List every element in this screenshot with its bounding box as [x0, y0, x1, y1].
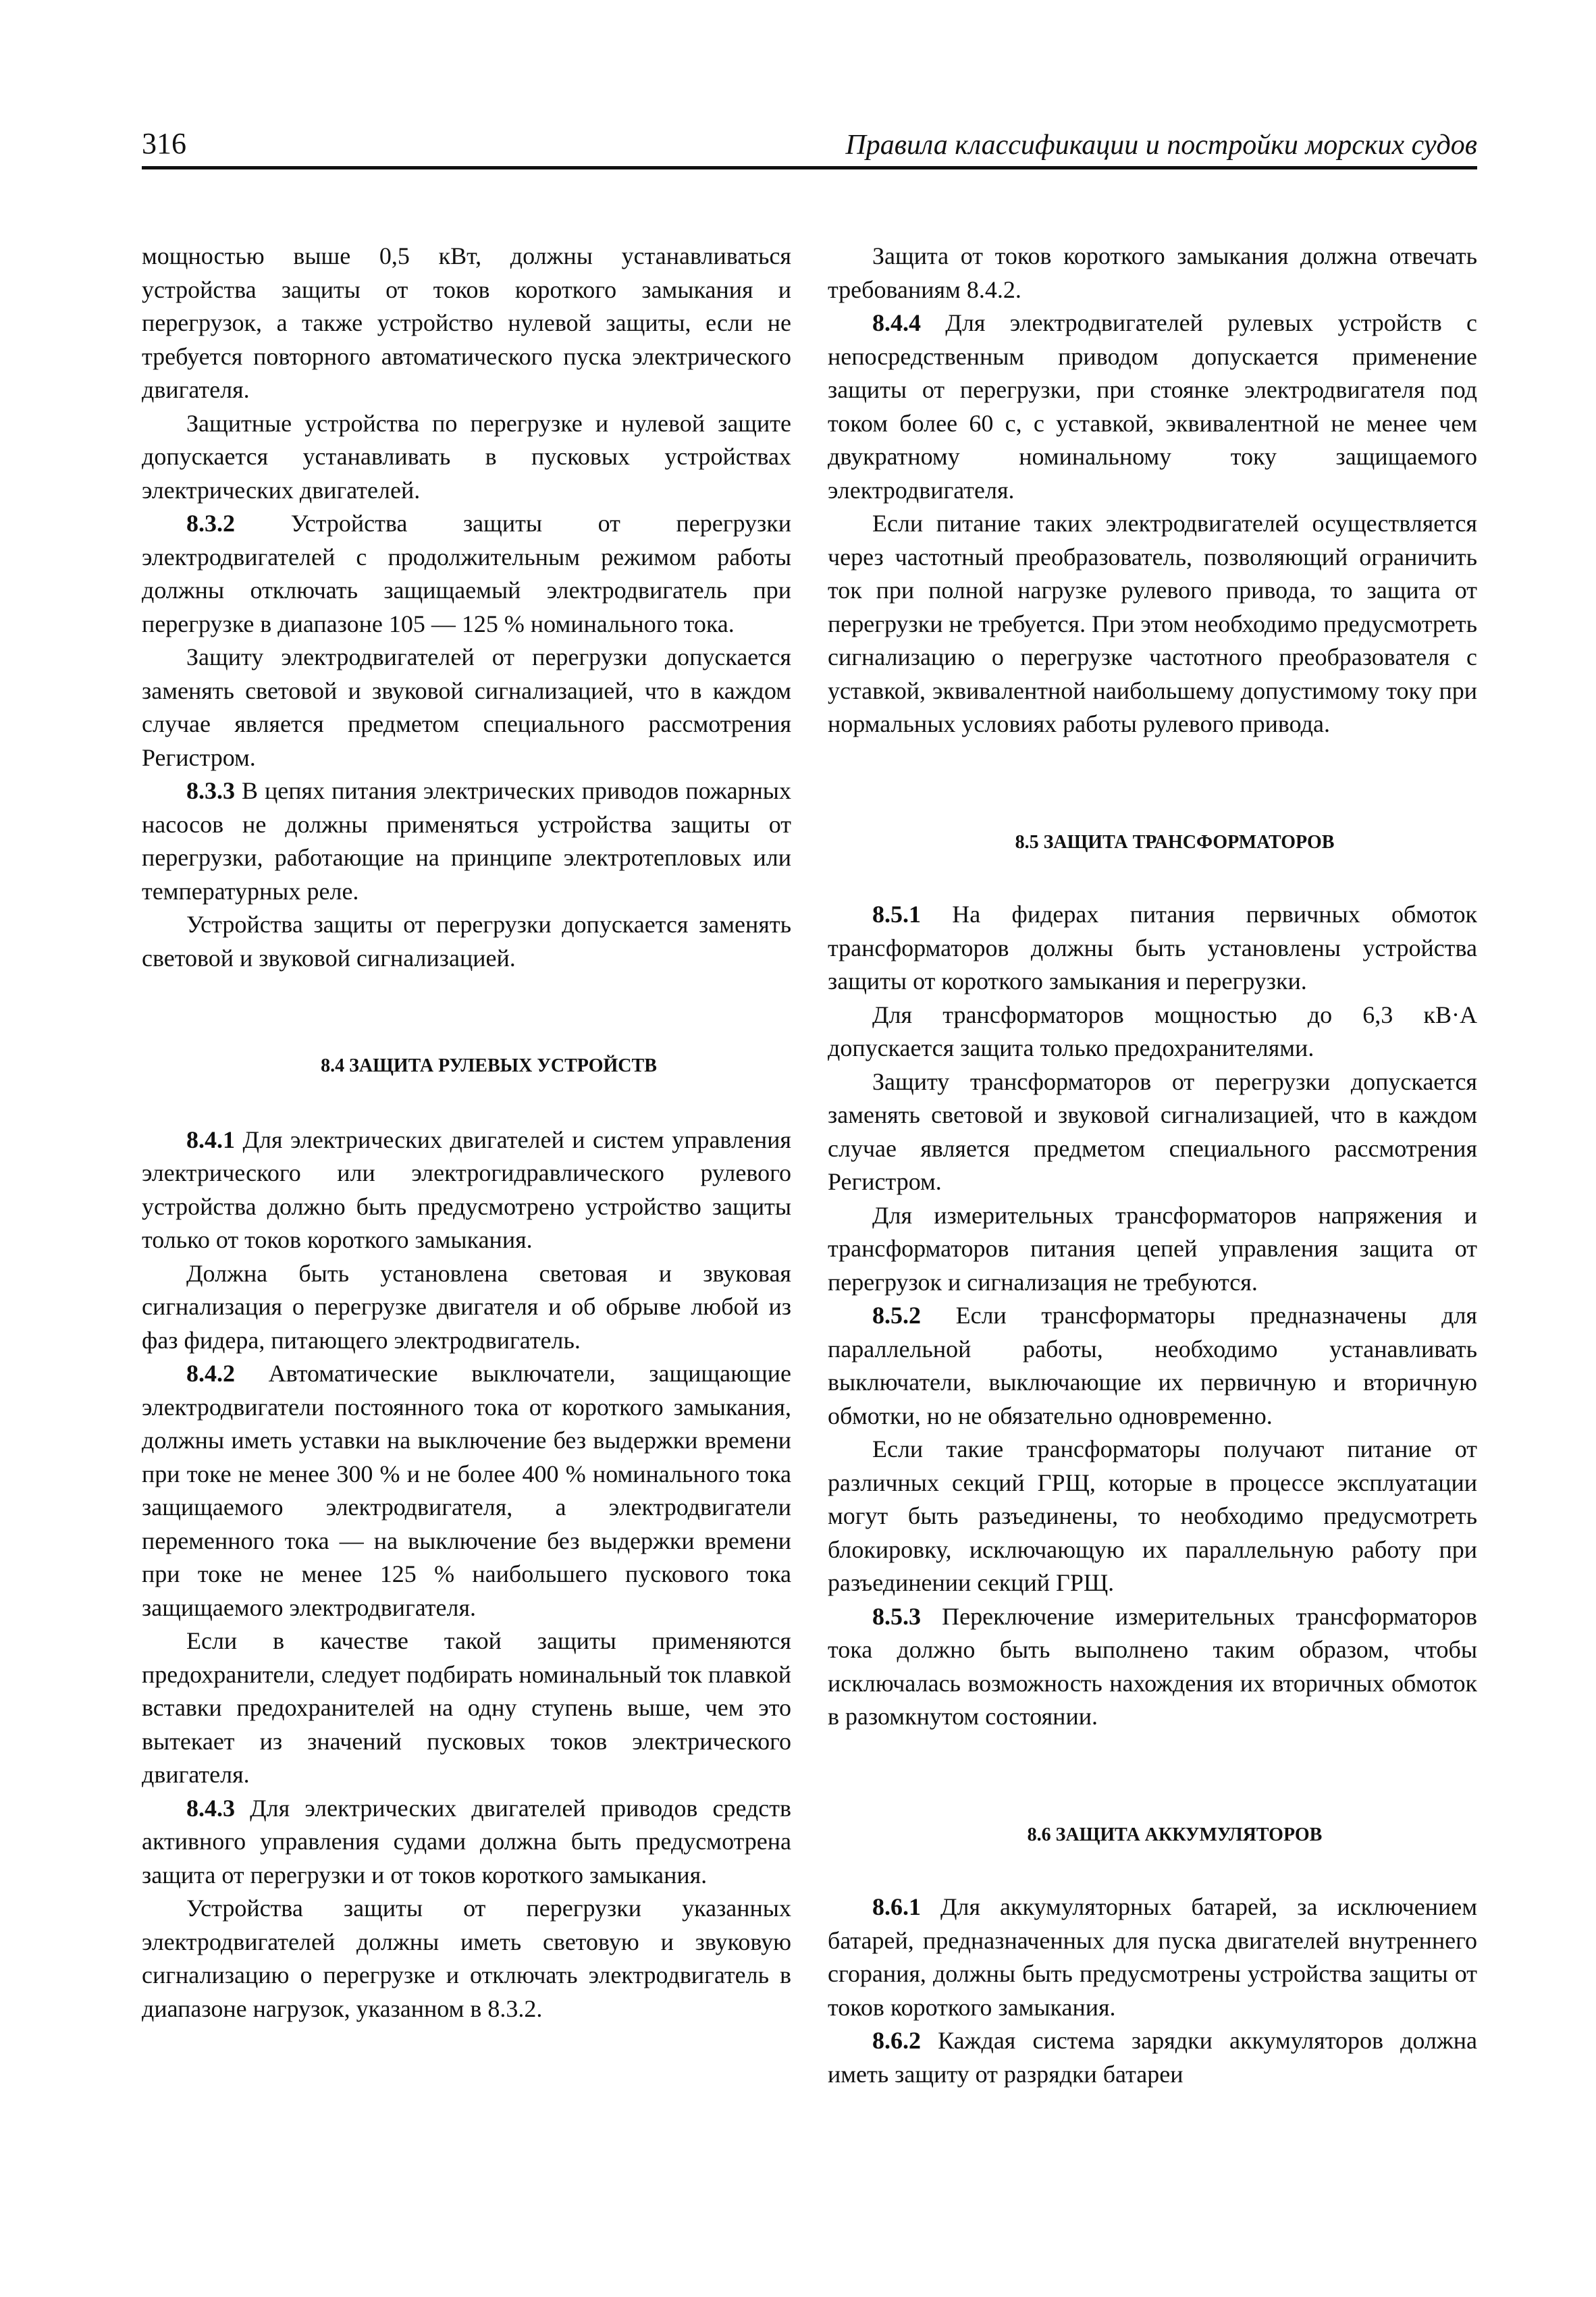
- clause-text: Каждая система зарядки аккумуляторов должна иметь защиту от разрядки батареи: [828, 2027, 1477, 2088]
- left-column: [142, 240, 791, 2026]
- paragraph: Если в качестве такой защиты применяются предохранители, следует подбирать номинальный ток плавкой вставки предохранителей на одну ступень выше, чем это вытекает из значений пусковых токов электрического двигателя.: [142, 1627, 791, 1788]
- clause-text: Для электрических двигателей приводов средств активного управления судами должна быть предусмотрена защита от перегрузки и от токов короткого замыкания.: [142, 1794, 791, 1889]
- clause-text: На фидерах питания первичных обмоток трансформаторов должны быть установлены устройства защиты от короткого замыкания и перегрузки.: [828, 901, 1477, 995]
- paragraph: Должна быть установлена световая и звуковая сигнализация о перегрузке двигателя и об обрыве любой из фаз фидера, питающего электродвигатель.: [142, 1259, 791, 1354]
- paragraph: Для трансформаторов мощностью до 6,3 кВ·А допускается защита только предохранителями.: [828, 1001, 1477, 1061]
- spacer: [828, 859, 1477, 898]
- clause-8-4-3: [142, 1792, 791, 1893]
- paragraph: Устройства защиты от перегрузки допускается заменять световой и звуковой сигнализацией.: [142, 911, 791, 972]
- clause-text: Для электрических двигателей и систем управления электрического или электрогидравлического рулевого устройства должно быть предусмотрено устройство защиты только от токов короткого замыкания.: [142, 1126, 791, 1253]
- clause-text: Автоматические выключатели, защищающие электродвигатели постоянного тока от короткого замыкания, должны иметь уставки на выключение без выдержки времени при токе не менее 300 % и не более 400 % номинального тока защищаемого электродвигателя, а электродвигатели переменного тока — на выключение без выдержки времени при токе не менее 125 % наибольшего пускового тока защищаемого электродвигателя.: [142, 1360, 791, 1621]
- clause-number: 8.3.3: [186, 777, 235, 804]
- clause-number: 8.5.3: [872, 1602, 921, 1630]
- page-number: 316: [142, 127, 186, 160]
- spacer: [828, 1851, 1477, 1891]
- clause-number: 8.5.1: [872, 901, 921, 928]
- clause-8-5-2: [828, 1299, 1477, 1433]
- clause-number: 8.6.2: [872, 2027, 921, 2054]
- clause-8-5-1: [828, 898, 1477, 999]
- clause-text: Для аккумуляторных батарей, за исключением батарей, предназначенных для пуска двигателей внутреннего сгорания, должны быть предусмотрены устройства защиты от токов короткого замыкания.: [828, 1893, 1477, 2021]
- clause-8-5-3: [828, 1600, 1477, 1734]
- clause-text: Для электродвигателей рулевых устройств с непосредственным приводом допускается применение защиты от перегрузки, при стоянке электродвигателя под током более 60 с, с уставкой, эквивалентной не менее чем двукратному номинальному току защищаемого электродвигателя.: [828, 309, 1477, 504]
- clause-8-3-2: [142, 507, 791, 641]
- paragraph: Устройства защиты от перегрузки указанных электродвигателей должны иметь световую и звуковую сигнализацию о перегрузке и отключать электродвигатель в диапазоне нагрузок, указанном в 8.3.2.: [142, 1895, 791, 2022]
- clause-text: В цепях питания электрических приводов пожарных насосов не должны применяться устройства защиты от перегрузки, работающие на принципе электротепловых или температурных реле.: [142, 777, 791, 905]
- clause-8-4-1: [142, 1124, 791, 1257]
- clause-number: 8.4.2: [186, 1360, 235, 1387]
- page-header: [142, 125, 1477, 172]
- clause-8-4-2: [142, 1357, 791, 1625]
- header-rule: [142, 166, 1477, 169]
- clause-8-4-4: [828, 307, 1477, 507]
- clause-8-6-2: [828, 2024, 1477, 2091]
- clause-text: Переключение измерительных трансформаторов тока должно быть выполнено таким образом, чтобы исключалась возможность нахождения их вторичных обмоток в разомкнутом состоянии.: [828, 1602, 1477, 1730]
- spacer: [142, 975, 791, 1049]
- paragraph: Защиту трансформаторов от перегрузки допускается заменять световой и звуковой сигнализацией, что в каждом случае является предметом специального рассмотрения Регистром.: [828, 1067, 1477, 1195]
- section-heading-8-4: 8.4 ЗАЩИТА РУЛЕВЫХ УСТРОЙСТВ: [321, 1055, 657, 1076]
- clause-number: 8.3.2: [186, 510, 235, 537]
- paragraph: мощностью выше 0,5 кВт, должны устанавливаться устройства защиты от токов короткого замыкания и перегрузок, а также устройство нулевой защиты, если не требуется повторного автоматического пуска электрического двигателя.: [142, 242, 791, 403]
- section-heading-8-5: 8.5 ЗАЩИТА ТРАНСФОРМАТОРОВ: [1015, 831, 1335, 853]
- paragraph: Если питание таких электродвигателей осуществляется через частотный преобразователь, позволяющий ограничить ток при полной нагрузке рулевого привода, то защита от перегрузки не требуется. При этом необходимо предусмотреть сигнализацию о перегрузке частотного преобразователя с уставкой, эквивалентной наибольшему допустимому току при нормальных условиях работы рулевого привода.: [828, 510, 1477, 737]
- paragraph: Защиту электродвигателей от перегрузки допускается заменять световой и звуковой сигнализацией, что в каждом случае является предметом специального рассмотрения Регистром.: [142, 643, 791, 771]
- clause-number: 8.4.3: [186, 1794, 235, 1822]
- spacer: [142, 1083, 791, 1124]
- spacer: [828, 1734, 1477, 1818]
- paragraph: Защитные устройства по перегрузке и нулевой защите допускается устанавливать в пусковых устройствах электрических двигателей.: [142, 409, 791, 504]
- clause-number: 8.6.1: [872, 1893, 921, 1920]
- section-heading-8-6: 8.6 ЗАЩИТА АККУМУЛЯТОРОВ: [1027, 1824, 1323, 1845]
- right-column: [828, 240, 1477, 2091]
- clause-text: Устройства защиты от перегрузки электродвигателей с продолжительным режимом работы должны отключать защищаемый электродвигатель при перегрузке в диапазоне 105 — 125 % номинального тока.: [142, 510, 791, 637]
- spacer: [828, 741, 1477, 826]
- clause-8-3-3: [142, 774, 791, 908]
- clause-text: Если трансформаторы предназначены для параллельной работы, необходимо устанавливать выключатели, выключающие их первичную и вторичную обмотки, но не обязательно одновременно.: [828, 1302, 1477, 1429]
- paragraph: Для измерительных трансформаторов напряжения и трансформаторов питания цепей управления защита от перегрузок и сигнализация не требуются.: [828, 1201, 1477, 1296]
- clause-number: 8.5.2: [872, 1302, 921, 1329]
- running-title: Правила классификации и постройки морских судов: [845, 130, 1477, 161]
- clause-number: 8.4.4: [872, 309, 921, 336]
- paragraph: Если такие трансформаторы получают питание от различных секций ГРЩ, которые в процессе эксплуатации могут быть разъединены, то необходимо предусмотреть блокировку, исключающую их параллельную работу при разъединении секций ГРЩ.: [828, 1435, 1477, 1596]
- paragraph: Защита от токов короткого замыкания должна отвечать требованиям 8.4.2.: [828, 242, 1477, 303]
- clause-number: 8.4.1: [186, 1126, 235, 1153]
- clause-8-6-1: [828, 1891, 1477, 2024]
